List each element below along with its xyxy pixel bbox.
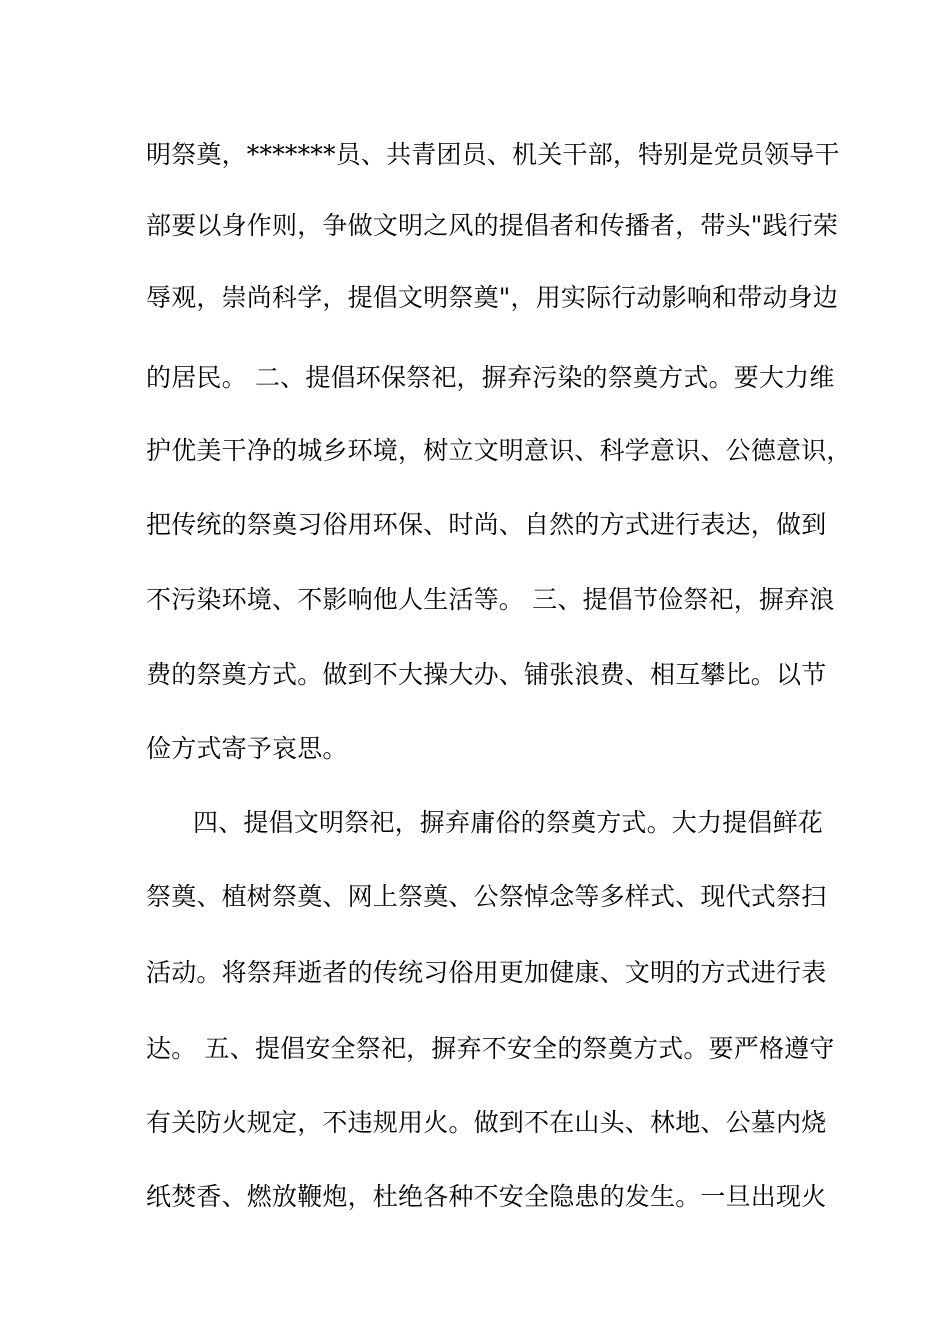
text-line: 有关防火规定，不违规用火。做到不在山头、林地、公墓内烧 bbox=[146, 1108, 827, 1137]
text-line: 不污染环境、不影响他人生活等。 三、提倡节俭祭祀，摒弃浪 bbox=[146, 585, 835, 614]
text-line: 部要以身作则，争做文明之风的提倡者和传播者，带头"践行荣 bbox=[146, 211, 839, 240]
text-line: 俭方式寄予哀思。 bbox=[146, 734, 348, 763]
text-line: 明祭奠，*******员、共青团员、机关干部，特别是党员领导干 bbox=[146, 140, 840, 169]
text-line: 护优美干净的城乡环境，树立文明意识、科学意识、公德意识， bbox=[146, 436, 852, 465]
text-line: 的居民。 二、提倡环保祭祀，摒弃污染的祭奠方式。要大力维 bbox=[146, 363, 835, 392]
text-line: 把传统的祭奠习俗用环保、时尚、自然的方式进行表达，做到 bbox=[146, 510, 827, 539]
text-line: 辱观，崇尚科学，提倡文明祭奠"，用实际行动影响和带动身边 bbox=[146, 283, 839, 312]
text-line: 活动。将祭拜逝者的传统习俗用更加健康、文明的方式进行表 bbox=[146, 958, 827, 987]
text-line: 祭奠、植树祭奠、网上祭奠、公祭悼念等多样式、现代式祭扫 bbox=[146, 882, 827, 911]
text-line: 达。 五、提倡安全祭祀，摒弃不安全的祭奠方式。要严格遵守 bbox=[146, 1034, 835, 1063]
paragraph-start-line: 四、提倡文明祭祀，摒弃庸俗的祭奠方式。大力提倡鲜花 bbox=[193, 808, 824, 837]
text-line: 纸焚香、燃放鞭炮，杜绝各种不安全隐患的发生。一旦出现火 bbox=[146, 1182, 827, 1211]
text-line: 费的祭奠方式。做到不大操大办、铺张浪费、相互攀比。以节 bbox=[146, 660, 827, 689]
